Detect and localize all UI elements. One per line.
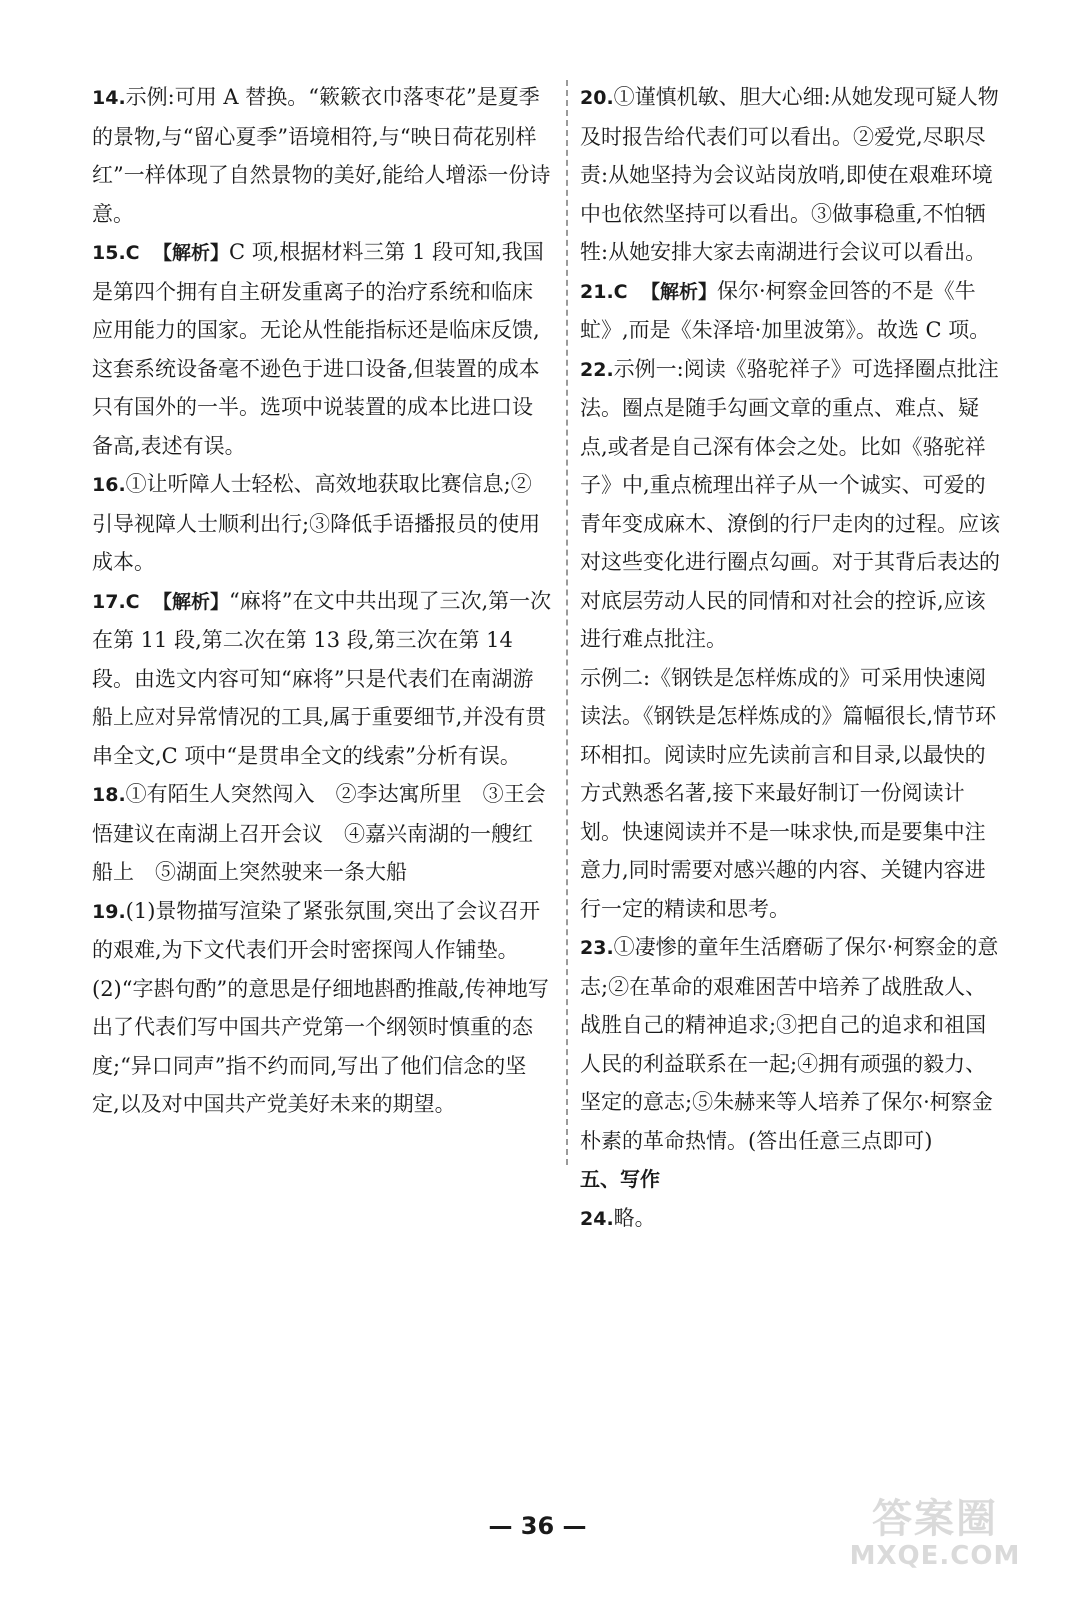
- question-number: 21.: [580, 280, 614, 303]
- watermark-url: MXQE.COM: [849, 1541, 1021, 1571]
- question-number: 15.: [92, 242, 126, 264]
- answer-part-1: (1)景物描写渲染了紧张氛围,突出了会议召开的艰难,为下文代表们开会时密探闯人作铺垫。: [92, 898, 541, 962]
- answer-text: 示例:可用 A 替换。“簌簌衣巾落枣花”是夏季的景物,与“留心夏季”语境相符,与“映日荷花别样红”一样体现了自然景物的美好,能给人增添一份诗意。: [92, 85, 551, 226]
- right-column: [580, 78, 1000, 1238]
- question-number: 19.: [92, 900, 126, 923]
- left-column: [92, 78, 552, 1124]
- question-22: [580, 350, 1000, 659]
- section-heading-writing: 五、写作: [580, 1167, 660, 1191]
- answer-choice: C: [613, 280, 628, 303]
- question-19-part-2: (2)“字斟句酌”的意思是仔细地斟酌推敲,传神地写出了代表们写中国共产党第一个纲领时慎重的态度;“异口同声”指不约而同,写出了他们信念的坚定,以及对中国共产党美好未来的期望。: [92, 976, 549, 1116]
- question-18: [92, 775, 552, 892]
- question-14: [92, 78, 552, 233]
- example-1: 示例一:阅读《骆驼祥子》可选择圈点批注法。圈点是随手勾画文章的重点、难点、疑点,或者是自己深有体会之处。比如《骆驼祥子》中,重点梳理出祥子从一个诚实、可爱的青年变成麻木、潦倒的行尸走肉的过程。应该对这些变化进行圈点勾画。对于其背后表达的对底层劳动人民的同情和对社会的控诉,应该进行难点批注。: [580, 356, 1000, 651]
- column-divider: [566, 80, 568, 1165]
- question-19: [92, 892, 552, 970]
- question-16: [92, 465, 552, 582]
- question-20: [580, 78, 1000, 272]
- answer-text: “麻将”在文中共出现了三次,第一次在第 11 段,第二次在第 13 段,第三次在第 14 段。由选文内容可知“麻将”只是代表们在南湖游船上应对异常情况的工具,属于重要细节,并没有贯串全文,C 项中“是贯串全文的线索”分析有误。: [92, 588, 552, 768]
- question-24: [580, 1199, 1000, 1239]
- question-15: [92, 233, 552, 465]
- question-number: 24.: [580, 1207, 614, 1230]
- analysis-tag: 【解析】: [152, 242, 229, 264]
- question-17: [92, 582, 552, 776]
- question-number: 16.: [92, 474, 126, 496]
- answer-text: ①谨慎机敏、胆大心细:从她发现可疑人物及时报告给代表们可以看出。②爱党,尽职尽责:从她坚持为会议站岗放哨,即使在艰难环境中也依然坚持可以看出。③做事稳重,不怕牺牲:从她安排大家去南湖进行会议可以看出。: [580, 85, 999, 264]
- page-number: — 36 —: [488, 1512, 587, 1540]
- question-21: [580, 272, 1000, 350]
- answer-text: ①有陌生人突然闯入 ②李达寓所里 ③王会悟建议在南湖上召开会议 ④嘉兴南湖的一艘红船上 ⑤湖面上突然驶来一条大船: [92, 782, 546, 884]
- question-number: 17.: [92, 590, 126, 613]
- watermark-title: 答案圈: [872, 1496, 998, 1542]
- question-number: 18.: [92, 784, 126, 806]
- answer-choice: C: [125, 242, 140, 264]
- answer-text: 保尔·柯察金回答的不是《牛虻》,而是《朱泽培·加里波第》。故选 C 项。: [580, 278, 991, 342]
- answer-text: ①凄惨的童年生活磨砺了保尔·柯察金的意志;②在革命的艰难困苦中培养了战胜敌人、战胜自己的精神追求;③把自己的追求和祖国人民的利益联系在一起;④拥有顽强的毅力、坚定的意志;⑤朱赫来等人培养了保尔·柯察金朴素的革命热情。(答出任意三点即可): [580, 935, 999, 1153]
- question-number: 22.: [580, 358, 614, 381]
- answer-text: 略。: [613, 1205, 656, 1230]
- question-23: [580, 928, 1000, 1160]
- answer-text: ①让听障人士轻松、高效地获取比赛信息;②引导视障人士顺利出行;③降低手语播报员的使用成本。: [92, 472, 541, 574]
- answer-text: C 项,根据材料三第 1 段可知,我国是第四个拥有自主研发重离子的治疗系统和临床应用能力的国家。无论从性能指标还是临床反馈,这套系统设备毫不逊色于进口设备,但装置的成本只有国外的一半。选项中说装置的成本比进口设备高,表述有误。: [92, 240, 544, 458]
- question-number: 14.: [92, 87, 126, 109]
- question-22-example-2: 示例二:《钢铁是怎样炼成的》可采用快速阅读法。《钢铁是怎样炼成的》篇幅很长,情节环环相扣。阅读时应先读前言和目录,以最快的方式熟悉名著,接下来最好制订一份阅读计划。快速阅读并不是一味求快,而是要集中注意力,同时需要对感兴趣的内容、关键内容进行一定的精读和思考。: [580, 665, 997, 921]
- answer-choice: C: [125, 590, 140, 613]
- analysis-tag: 【解析】: [640, 280, 717, 303]
- watermark-logo: [835, 1496, 1035, 1576]
- question-number: 23.: [580, 937, 614, 959]
- analysis-tag: 【解析】: [152, 590, 229, 613]
- question-number: 20.: [580, 87, 614, 109]
